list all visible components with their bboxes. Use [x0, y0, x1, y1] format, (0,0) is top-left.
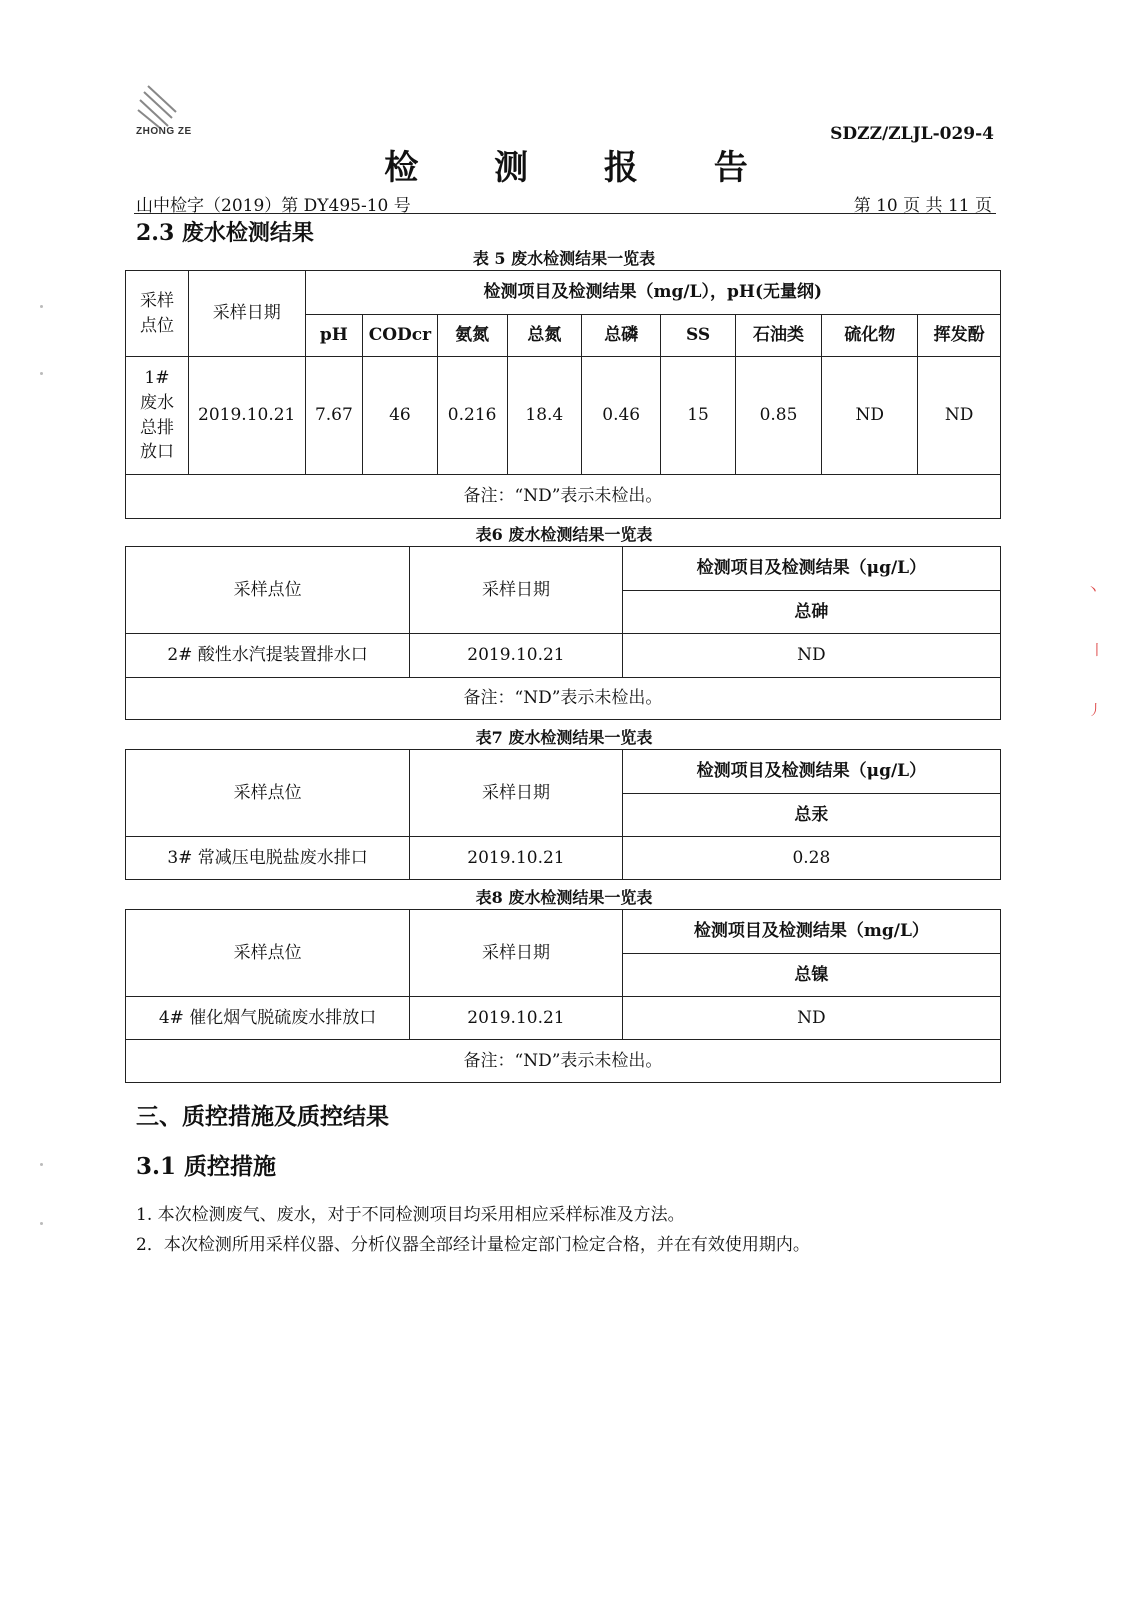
table6-header-items: 检测项目及检测结果（μg/L）	[622, 547, 1000, 591]
table5	[125, 270, 1001, 519]
table6-value-cell: ND	[622, 634, 1000, 678]
table6-date-cell: 2019.10.21	[410, 634, 623, 678]
table5-value-cell: 15	[661, 357, 735, 475]
table6-header-site: 采样点位	[126, 547, 410, 634]
table7-site-cell: 3# 常减压电脱盐废水排口	[126, 837, 410, 880]
table6-note: 备注：“ND”表示未检出。	[126, 678, 1001, 720]
section-title-3: 三、质控措施及质控结果	[136, 1103, 389, 1130]
report-number: 山中检字（2019）第 DY495-10 号	[136, 196, 411, 216]
table7	[125, 749, 1001, 880]
page-title: 检 测 报 告	[384, 148, 780, 188]
scan-speck-icon	[40, 372, 43, 375]
table6	[125, 546, 1001, 720]
table7-header-site: 采样点位	[126, 750, 410, 837]
table8-item: 总镍	[622, 954, 1000, 997]
table8-date-cell: 2019.10.21	[410, 997, 623, 1040]
table8-header-date: 采样日期	[410, 910, 623, 997]
edge-stamp-mark-icon: 丨	[1090, 643, 1104, 659]
table5-item: 总磷	[581, 315, 660, 357]
table-row	[126, 997, 1001, 1040]
qc-item: 1. 本次检测废气、废水，对于不同检测项目均采用相应采样标准及方法。	[136, 1205, 685, 1225]
table5-item: 石油类	[735, 315, 822, 357]
table5-item: 挥发酚	[918, 315, 1001, 357]
table8-site-cell: 4# 催化烟气脱硫废水排放口	[126, 997, 410, 1040]
table5-value-cell: ND	[822, 357, 918, 475]
table5-value-cell: 18.4	[507, 357, 581, 475]
table8-value-cell: ND	[622, 997, 1000, 1040]
table8-note: 备注：“ND”表示未检出。	[126, 1040, 1001, 1083]
logo-text: ZHONG ZE	[136, 126, 192, 137]
table8-header-site: 采样点位	[126, 910, 410, 997]
table5-item: 总氮	[507, 315, 581, 357]
table5-item: SS	[661, 315, 735, 357]
scan-speck-icon	[40, 1222, 43, 1225]
section-title-2-3: 2.3 废水检测结果	[136, 220, 314, 246]
table-row	[126, 357, 1001, 475]
table5-value-cell: 0.46	[581, 357, 660, 475]
header-divider	[134, 213, 996, 214]
table5-value-cell: ND	[918, 357, 1001, 475]
table6-item: 总砷	[622, 591, 1000, 634]
table6-header-date: 采样日期	[410, 547, 623, 634]
table6-site-cell: 2# 酸性水汽提装置排水口	[126, 634, 410, 678]
table5-item: CODcr	[363, 315, 437, 357]
table5-note: 备注：“ND”表示未检出。	[126, 475, 1001, 519]
edge-stamp-mark-icon: 丿	[1088, 703, 1102, 719]
table-row	[126, 837, 1001, 880]
table5-date-cell: 2019.10.21	[188, 357, 305, 475]
table8	[125, 909, 1001, 1083]
table5-item: pH	[305, 315, 363, 357]
edge-stamp-mark-icon: 丶	[1086, 583, 1100, 599]
table7-date-cell: 2019.10.21	[410, 837, 623, 880]
scan-speck-icon	[40, 305, 43, 308]
table7-value-cell: 0.28	[622, 837, 1000, 880]
table5-value-cell: 0.216	[437, 357, 507, 475]
table7-header-items: 检测项目及检测结果（μg/L）	[622, 750, 1000, 794]
table5-value-cell: 46	[363, 357, 437, 475]
doc-code: SDZZ/ZLJL-029-4	[830, 124, 994, 144]
table7-caption: 表7 废水检测结果一览表	[475, 728, 653, 747]
table5-item: 氨氮	[437, 315, 507, 357]
table5-caption: 表 5 废水检测结果一览表	[472, 249, 656, 268]
table8-caption: 表8 废水检测结果一览表	[475, 888, 653, 907]
table5-value-cell: 7.67	[305, 357, 363, 475]
section-title-3-1: 3.1 质控措施	[136, 1153, 277, 1180]
scan-speck-icon	[40, 1163, 43, 1166]
table5-site-cell: 1#废水总排放口	[126, 357, 189, 475]
table7-item: 总汞	[622, 794, 1000, 837]
table5-value-cell: 0.85	[735, 357, 822, 475]
qc-item: 2．本次检测所用采样仪器、分析仪器全部经计量检定部门检定合格，并在有效使用期内。	[136, 1235, 810, 1255]
table5-header-items: 检测项目及检测结果（mg/L），pH(无量纲)	[305, 271, 1001, 315]
table5-header-site: 采样点位	[126, 271, 189, 357]
table5-item: 硫化物	[822, 315, 918, 357]
table7-header-date: 采样日期	[410, 750, 623, 837]
table5-header-date: 采样日期	[188, 271, 305, 357]
table8-header-items: 检测项目及检测结果（mg/L）	[622, 910, 1000, 954]
table-row	[126, 634, 1001, 678]
page-number: 第 10 页 共 11 页	[853, 196, 992, 216]
table6-caption: 表6 废水检测结果一览表	[475, 525, 653, 544]
